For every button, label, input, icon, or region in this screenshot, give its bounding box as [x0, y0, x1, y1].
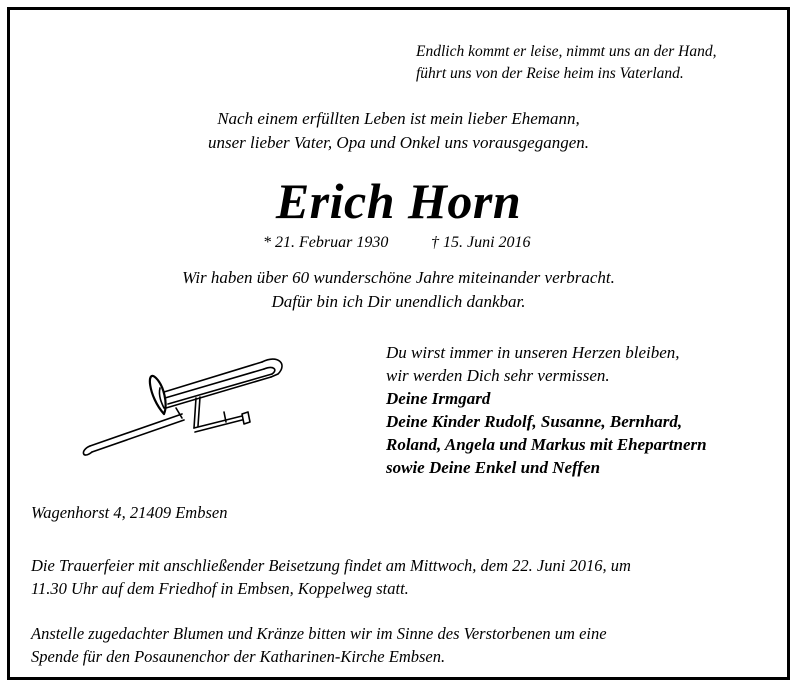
birth-date: * 21. Februar 1930 [263, 234, 389, 251]
deceased-name: Erich Horn [275, 173, 522, 229]
intro-line-2: unser lieber Vater, Opa und Onkel uns vorausgegangen. [207, 133, 590, 152]
donation-line-2: Spende für den Posaunenchor der Katharinen-Kirche Embsen. [31, 647, 446, 666]
thanks-line-1: Wir haben über 60 wunderschöne Jahre miteinander verbracht. [182, 268, 615, 287]
funeral-line-1: Die Trauerfeier mit anschließender Beisetzung findet am Mittwoch, dem 22. Juni 2016, um [31, 556, 631, 575]
poem-line-2: führt uns von der Reise heim ins Vaterland. [416, 65, 684, 82]
death-date: † 15. Juni 2016 [431, 234, 531, 251]
obituary-notice [7, 7, 790, 680]
intro-line-1: Nach einem erfüllten Leben ist mein lieber Ehemann, [217, 109, 580, 128]
mourner-line-2: Deine Kinder Rudolf, Susanne, Bernhard, [386, 412, 683, 431]
donation-line-1: Anstelle zugedachter Blumen und Kränze bitten wir im Sinne des Verstorbenen um eine [31, 624, 607, 643]
funeral-line-2: 11.30 Uhr auf dem Friedhof in Embsen, Koppelweg statt. [31, 579, 409, 598]
mourner-line-4: sowie Deine Enkel und Neffen [386, 458, 601, 477]
remembrance-line-2: wir werden Dich sehr vermissen. [386, 366, 610, 385]
trombone-icon [72, 348, 302, 464]
poem-line-1: Endlich kommt er leise, nimmt uns an der Hand, [416, 43, 717, 60]
mourner-line-1: Deine Irmgard [386, 389, 491, 408]
thanks-line-2: Dafür bin ich Dir unendlich dankbar. [271, 292, 526, 311]
address-line: Wagenhorst 4, 21409 Embsen [31, 503, 228, 522]
mourner-line-3: Roland, Angela und Markus mit Ehepartnern [386, 435, 707, 454]
remembrance-line-1: Du wirst immer in unseren Herzen bleiben, [386, 343, 680, 362]
